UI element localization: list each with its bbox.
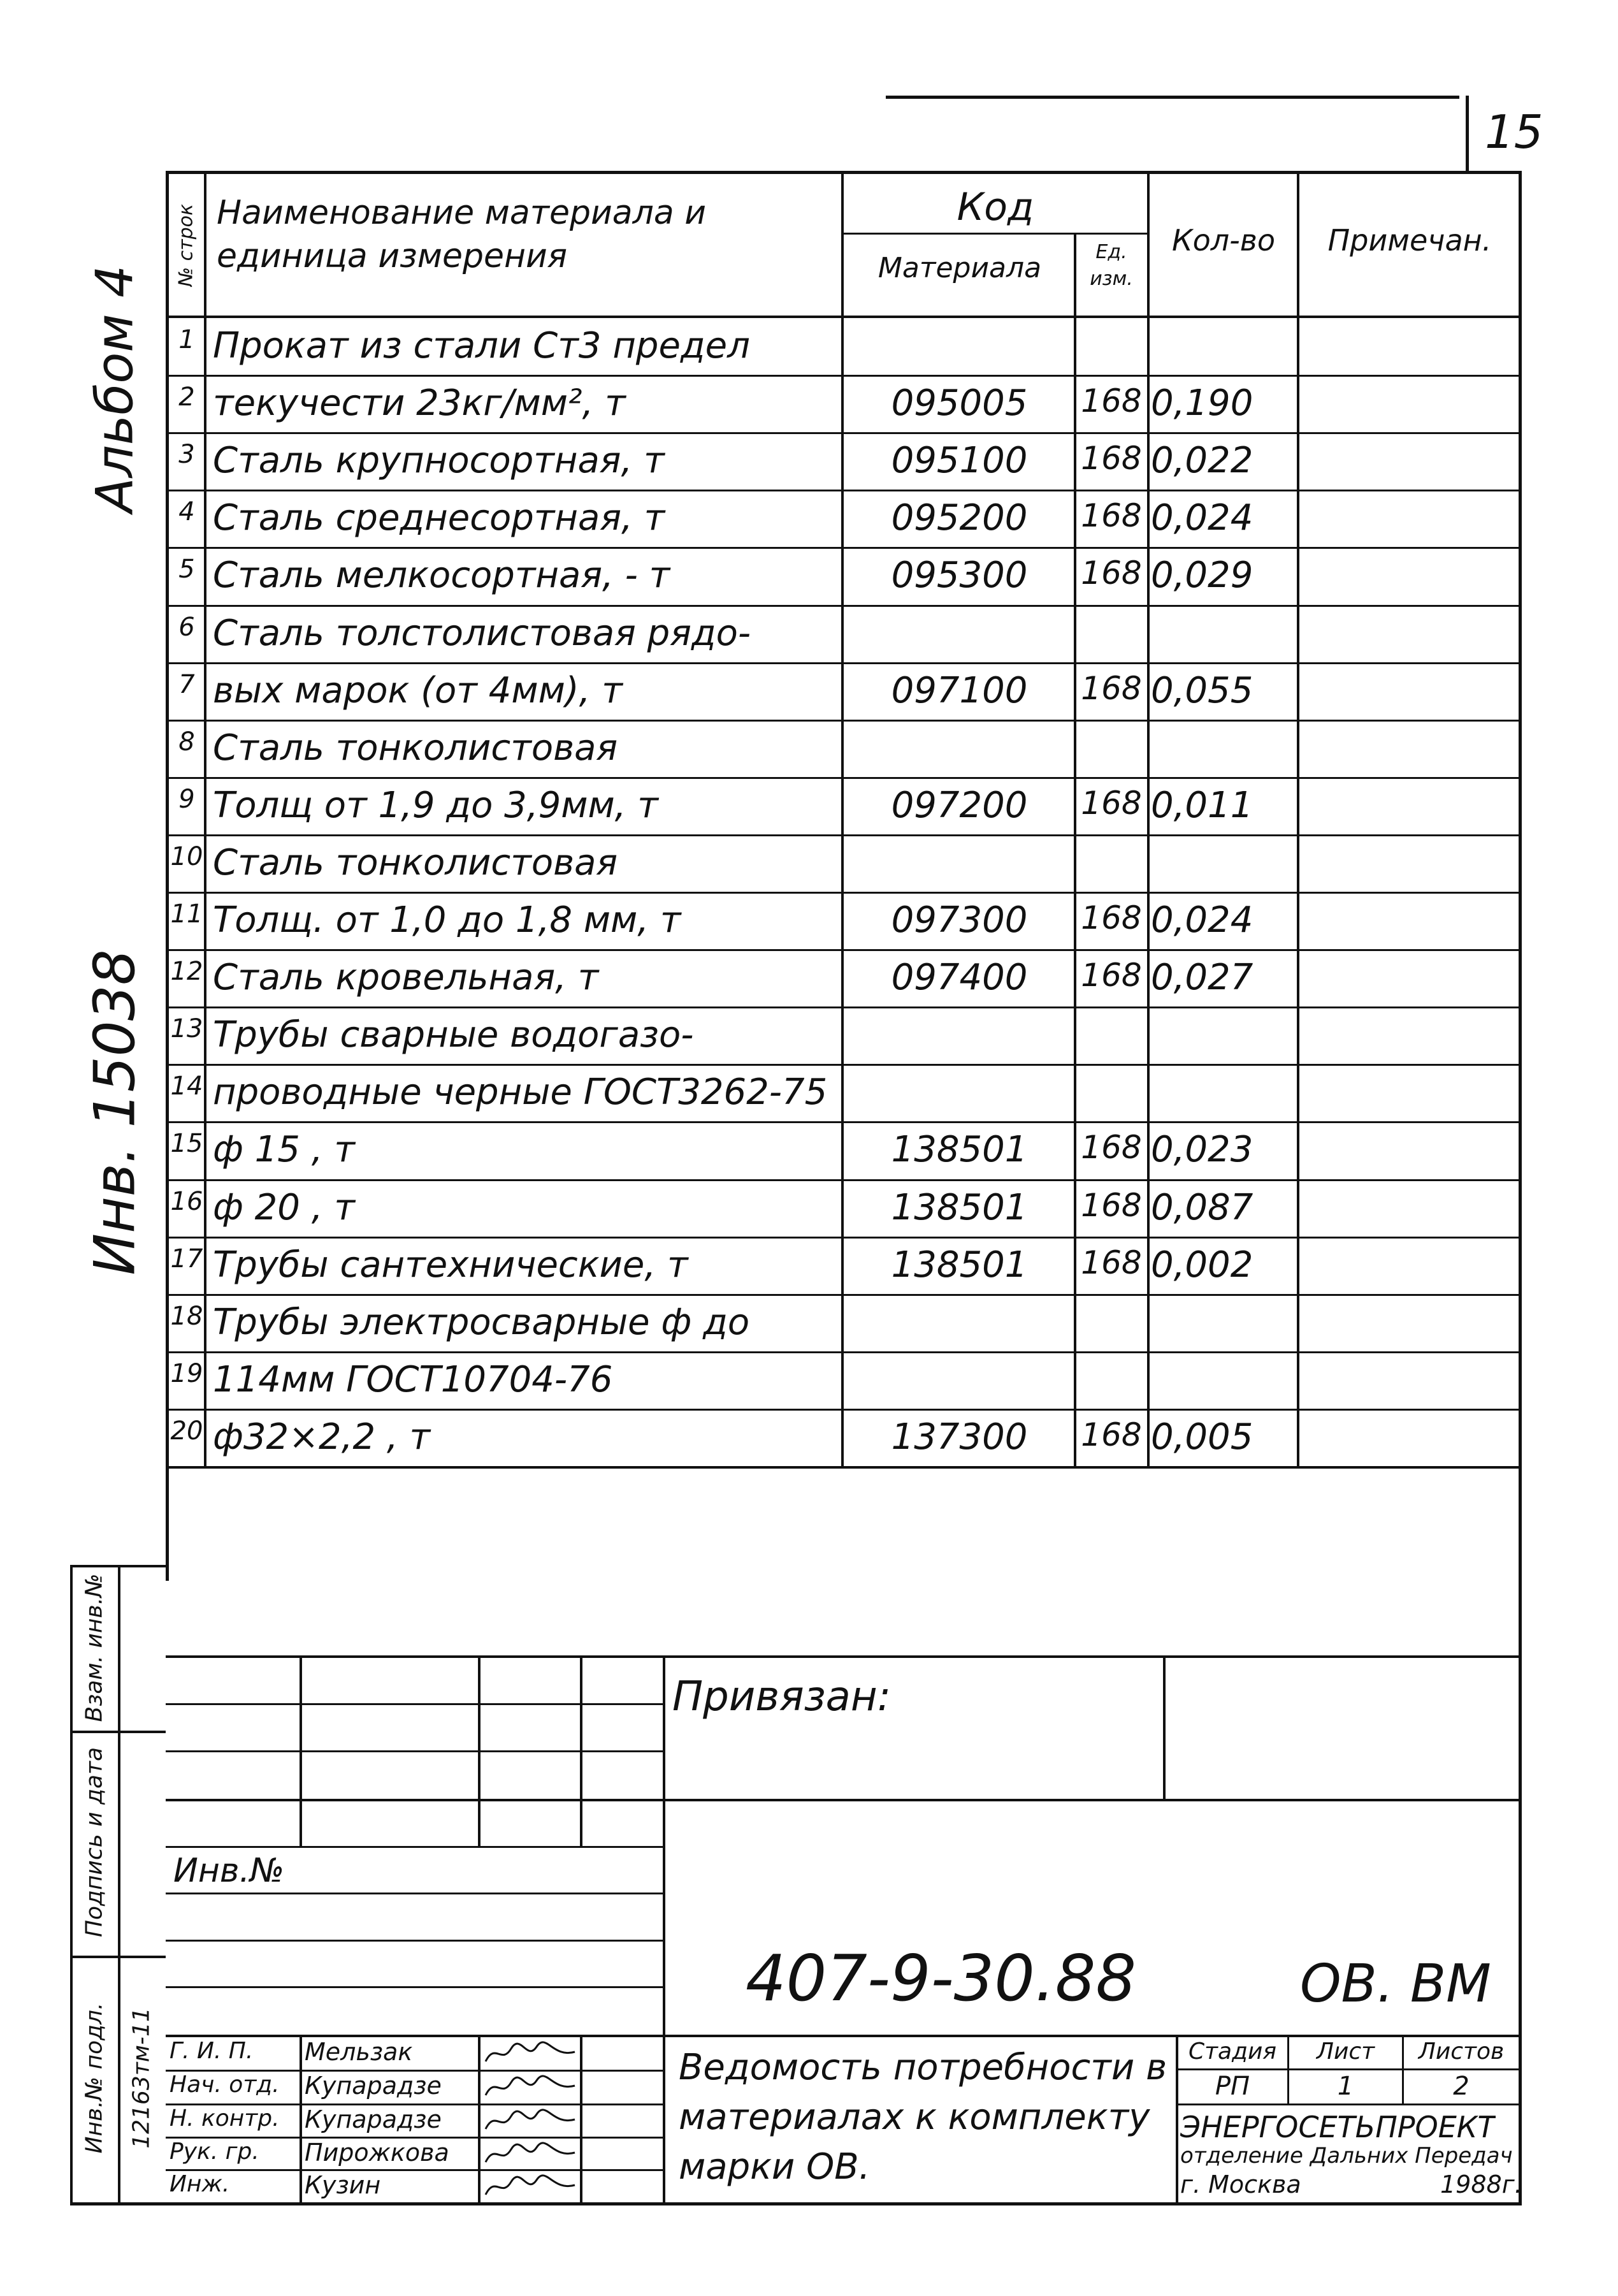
signature-role: Рук. гр.	[170, 2139, 259, 2165]
row-code: 097100	[891, 670, 1028, 711]
row-quantity: 0,055	[1151, 670, 1253, 711]
row-name: ф32×2,2 , т	[213, 1416, 431, 1458]
row-quantity: 0,023	[1151, 1129, 1253, 1170]
document-mark: ОВ. ВМ	[1300, 1954, 1491, 2014]
row-unit: 168	[1081, 1129, 1142, 1166]
inv-podl-value: 12163тм-11	[128, 2007, 155, 2149]
row-name: Толщ от 1,9 до 3,9мм, т	[213, 785, 658, 826]
row-quantity: 0,027	[1151, 957, 1253, 998]
row-number: 3	[178, 440, 195, 469]
header-note: Примечан.	[1327, 223, 1492, 258]
row-unit: 168	[1081, 670, 1142, 707]
signature-scribble	[482, 2039, 578, 2068]
row-code: 138501	[891, 1187, 1028, 1228]
row-code: 097300	[891, 899, 1028, 941]
row-code: 097200	[891, 785, 1028, 826]
row-quantity: 0,029	[1151, 555, 1253, 596]
header-code-group: Код	[957, 185, 1034, 229]
row-number: 7	[178, 670, 195, 699]
row-code: 137300	[891, 1416, 1028, 1458]
inv-no-label: Инв.№	[173, 1852, 285, 1890]
row-code: 095200	[891, 497, 1028, 539]
stage-value: РП	[1215, 2072, 1250, 2101]
header-code-material: Материала	[878, 252, 1042, 284]
signature-name: Мельзак	[305, 2038, 413, 2066]
row-unit: 168	[1081, 899, 1142, 936]
sheets-label: Листов	[1418, 2038, 1505, 2065]
row-code: 095300	[891, 555, 1028, 596]
row-code: 097400	[891, 957, 1028, 998]
row-name: Сталь толстолистовая рядо-	[213, 613, 751, 654]
row-number: 5	[178, 555, 195, 584]
row-number: 15	[170, 1129, 203, 1158]
row-quantity: 0,002	[1151, 1244, 1253, 1286]
row-number: 13	[170, 1014, 203, 1043]
row-number: 16	[170, 1187, 203, 1216]
row-unit: 168	[1081, 1416, 1142, 1453]
row-quantity: 0,190	[1151, 382, 1253, 424]
header-code-unit: Ед. изм.	[1090, 241, 1133, 290]
row-number: 20	[170, 1416, 203, 1446]
row-number: 19	[170, 1359, 203, 1388]
row-unit: 168	[1081, 497, 1142, 534]
row-quantity: 0,087	[1151, 1187, 1253, 1228]
sheet-value: 1	[1337, 2072, 1354, 2101]
row-unit: 168	[1081, 555, 1142, 592]
stage-label: Стадия	[1188, 2038, 1277, 2065]
row-quantity: 0,024	[1151, 899, 1253, 941]
row-name: ф 15 , т	[213, 1129, 355, 1170]
row-code: 138501	[891, 1129, 1028, 1170]
row-code: 138501	[891, 1244, 1028, 1286]
row-name: Сталь тонколистовая	[213, 727, 618, 769]
row-quantity: 0,005	[1151, 1416, 1253, 1458]
row-number: 9	[178, 785, 195, 814]
row-number: 10	[170, 842, 203, 871]
row-code: 095100	[891, 440, 1028, 481]
header-quantity: Кол-во	[1171, 223, 1276, 258]
row-name: вых марок (от 4мм), т	[213, 670, 623, 711]
album-label: Альбом 4	[85, 265, 145, 512]
row-name: Толщ. от 1,0 до 1,8 мм, т	[213, 899, 681, 941]
signature-role: Г. И. П.	[170, 2038, 254, 2064]
row-quantity: 0,011	[1151, 785, 1253, 826]
row-number: 1	[178, 325, 195, 354]
row-quantity: 0,022	[1151, 440, 1253, 481]
vzam-inv-label: Взам. инв.№	[81, 1573, 108, 1722]
row-unit: 168	[1081, 785, 1142, 822]
row-name: 114мм ГОСТ10704-76	[213, 1359, 613, 1400]
row-name: Трубы электросварные ф до	[213, 1302, 750, 1343]
row-number: 8	[178, 727, 195, 757]
header-name: Наименование материала и единица измерения	[217, 194, 707, 275]
row-number: 2	[178, 382, 195, 412]
signature-name: Купарадзе	[305, 2105, 442, 2133]
sheet-label: Лист	[1316, 2038, 1375, 2065]
row-name: текучести 23кг/мм², т	[213, 382, 626, 424]
signature-role: Нач. отд.	[170, 2072, 280, 2098]
signature-scribble	[482, 2073, 578, 2102]
row-number: 4	[178, 497, 195, 527]
document-title: Ведомость потребности в материалах к комплекту марки ОВ.	[679, 2047, 1167, 2188]
inventory-number: Инв. 15038	[82, 949, 148, 1275]
row-quantity: 0,024	[1151, 497, 1253, 539]
organization-department: отделение Дальних Передач	[1180, 2143, 1513, 2169]
row-number: 12	[170, 957, 203, 986]
signature-scribble	[482, 2172, 578, 2202]
page-number: 15	[1485, 105, 1543, 159]
row-number: 17	[170, 1244, 203, 1274]
privyazan-label: Привязан:	[672, 1673, 892, 1720]
row-number: 11	[170, 899, 203, 929]
row-unit: 168	[1081, 382, 1142, 419]
row-name: проводные черные ГОСТ3262-75	[213, 1072, 828, 1113]
row-name: Сталь среднесортная, т	[213, 497, 665, 539]
row-unit: 168	[1081, 1244, 1142, 1281]
signature-name: Пирожкова	[305, 2139, 449, 2167]
inv-podl-label: Инв.№ подл.	[81, 2002, 108, 2154]
signature-name: Купарадзе	[305, 2072, 442, 2100]
signature-scribble	[482, 2107, 578, 2136]
header-row-number: № строк	[175, 203, 198, 287]
row-unit: 168	[1081, 440, 1142, 477]
row-name: Трубы сантехнические, т	[213, 1244, 688, 1286]
row-unit: 168	[1081, 1187, 1142, 1224]
row-name: Сталь мелкосортная, - т	[213, 555, 670, 596]
row-unit: 168	[1081, 957, 1142, 994]
row-name: Сталь кровельная, т	[213, 957, 599, 998]
row-name: Трубы сварные водогазо-	[213, 1014, 694, 1056]
signature-role: Инж.	[170, 2171, 230, 2197]
row-number: 6	[178, 613, 195, 642]
row-name: Сталь тонколистовая	[213, 842, 618, 883]
document-year: 1988г.	[1440, 2170, 1522, 2198]
row-name: Прокат из стали Ст3 предел	[213, 325, 750, 367]
signature-scribble	[482, 2140, 578, 2169]
sheets-value: 2	[1453, 2072, 1470, 2101]
document-code: 407-9-30.88	[746, 1941, 1136, 2016]
row-number: 18	[170, 1302, 203, 1331]
signature-role: Н. контр.	[170, 2105, 280, 2132]
organization-name: ЭНЕРГОСЕТЬПРОЕКТ	[1180, 2110, 1496, 2144]
row-code: 095005	[891, 382, 1028, 424]
podpis-data-label: Подпись и дата	[81, 1747, 108, 1938]
organization-city: г. Москва	[1180, 2170, 1301, 2198]
row-name: Сталь крупносортная, т	[213, 440, 665, 481]
row-name: ф 20 , т	[213, 1187, 355, 1228]
signature-name: Кузин	[305, 2171, 381, 2199]
row-number: 14	[170, 1072, 203, 1101]
